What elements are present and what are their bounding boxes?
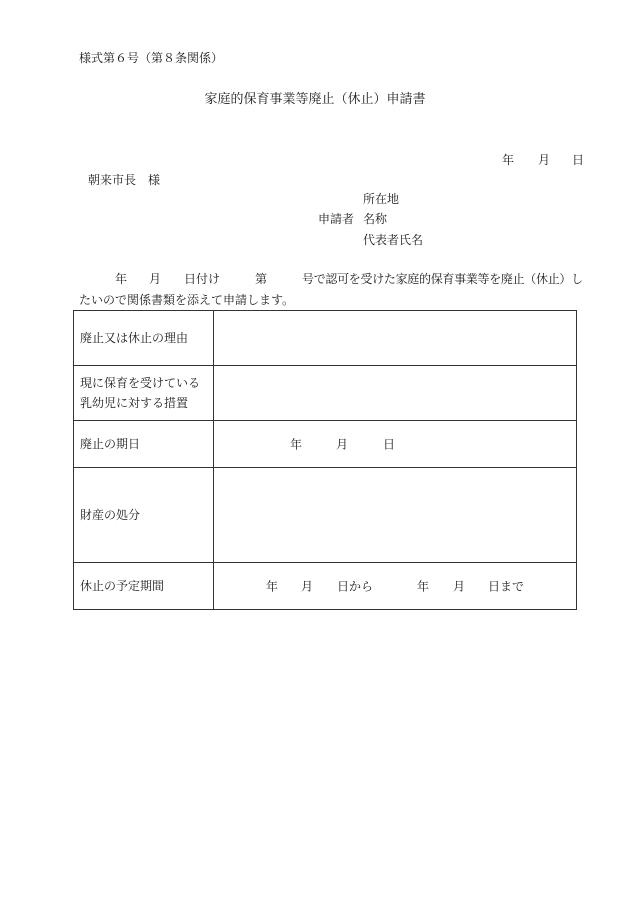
applicant-name-label: 名称 — [363, 212, 388, 226]
addressee: 朝来市長 様 — [88, 173, 161, 187]
application-form-table — [73, 310, 577, 610]
abolish-year: 年 — [290, 437, 303, 452]
body-number-prefix: 第 — [255, 272, 268, 286]
property-disposal-field[interactable] — [214, 468, 577, 563]
applicant-address-label: 所在地 — [363, 192, 400, 206]
date-day-label: 日 — [572, 153, 585, 167]
table-row-suspension-period — [74, 563, 577, 610]
representative-name-label: 代表者氏名 — [363, 233, 424, 247]
suspend-from-month: 月 — [301, 579, 314, 594]
body-text-line1: 号で認可を受けた家庭的保育事業等を廃止（休止）し — [302, 272, 583, 286]
table-row-abolish-date — [74, 421, 577, 468]
suspend-from-day: 日から — [337, 579, 374, 594]
body-year: 年 — [115, 272, 128, 286]
form-number: 様式第６号（第８条関係） — [79, 51, 224, 65]
suspension-period-label: 休止の予定期間 — [74, 563, 214, 610]
abolish-day: 日 — [383, 437, 396, 452]
table-row-property — [74, 468, 577, 563]
document-title: 家庭的保育事業等廃止（休止）申請書 — [204, 92, 426, 107]
measures-label-line1: 現に保育を受けている — [80, 376, 201, 390]
suspend-to-day: 日まで — [488, 579, 525, 594]
applicant-label: 申請者 — [318, 212, 355, 226]
date-year-label: 年 — [502, 153, 515, 167]
reason-field[interactable] — [214, 311, 577, 366]
abolish-date-label: 廃止の期日 — [74, 421, 214, 468]
abolish-date-field[interactable] — [214, 421, 577, 468]
suspension-period-field[interactable] — [214, 563, 577, 610]
body-dated: 日付け — [184, 272, 221, 286]
body-text-line2: たいので関係書類を添えて申請します。 — [79, 293, 295, 307]
suspend-from-year: 年 — [266, 579, 279, 594]
body-month: 月 — [149, 272, 162, 286]
table-row-reason — [74, 311, 577, 366]
abolish-month: 月 — [336, 437, 349, 452]
table-row-measures — [74, 366, 577, 421]
measures-label-line2: 乳幼児に対する措置 — [80, 396, 189, 410]
measures-field[interactable] — [214, 366, 577, 421]
suspend-to-month: 月 — [453, 579, 466, 594]
reason-label: 廃止又は休止の理由 — [74, 311, 214, 366]
suspend-to-year: 年 — [417, 579, 430, 594]
measures-label — [74, 366, 214, 421]
date-month-label: 月 — [538, 153, 551, 167]
property-disposal-label: 財産の処分 — [74, 468, 214, 563]
